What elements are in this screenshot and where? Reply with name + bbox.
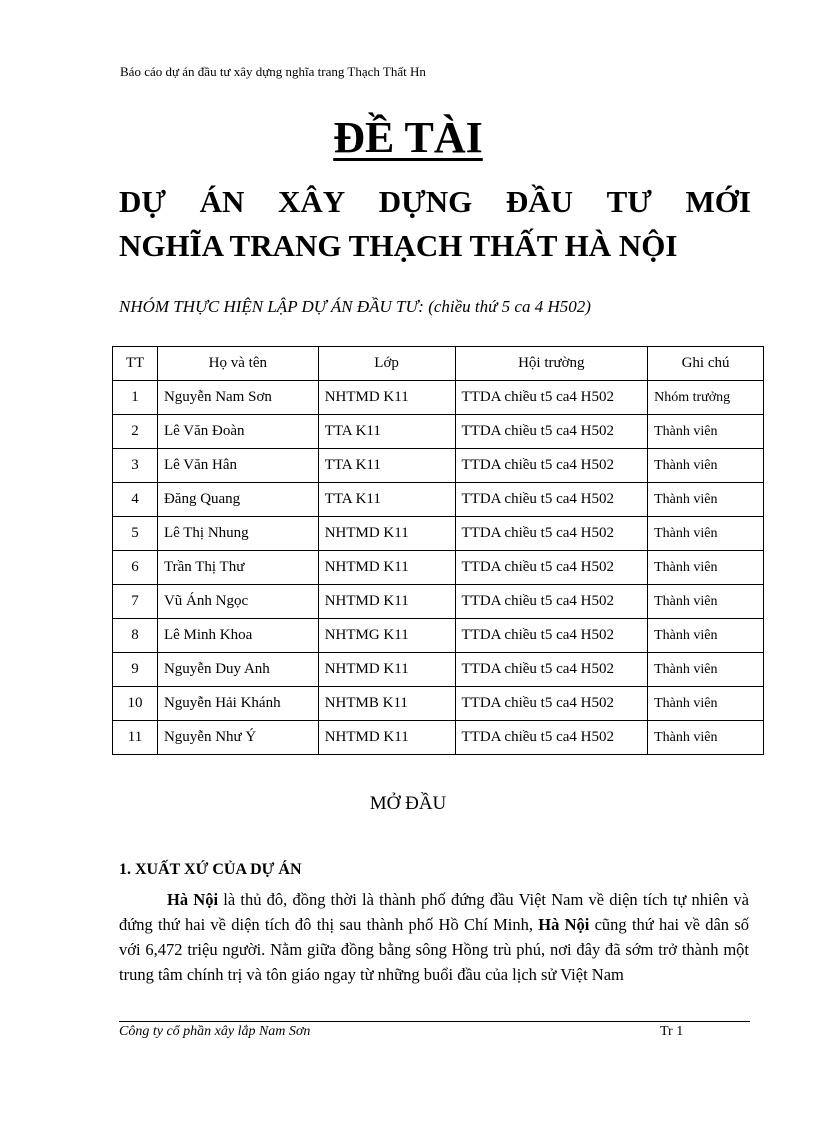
cell-class: NHTMB K11 [318, 687, 455, 721]
header-class: Lớp [318, 347, 455, 381]
para-text-1: là thủ đô, đồng thời là thành phố đứng đầu Việt Nam về diện tích tự nhiên và đứng thứ hai về diện tích đô thị sau thành phố Hồ Chí Minh, [119, 890, 749, 934]
cell-note: Thành viên [648, 619, 764, 653]
cell-tt: 5 [113, 517, 158, 551]
cell-tt: 8 [113, 619, 158, 653]
footer-company: Công ty cổ phần xây lắp Nam Sơn [119, 1024, 311, 1039]
cell-class: TTA K11 [318, 415, 455, 449]
table-row [113, 551, 764, 585]
cell-hall: TTDA chiều t5 ca4 H502 [455, 449, 648, 483]
table-row [113, 517, 764, 551]
footer-divider [119, 1021, 750, 1022]
cell-hall: TTDA chiều t5 ca4 H502 [455, 517, 648, 551]
para-text-2: cũng thứ hai về dân số với 6,472 triệu người. Nằm giữa đồng bằng sông Hồng trù phú, nơi đây đã sớm trở thành một trung tâm chính trị và tôn giáo ngay từ những buổi đầu của lịch sử Việt Nam [119, 915, 749, 984]
cell-note: Thành viên [648, 585, 764, 619]
table-row [113, 687, 764, 721]
group-info: NHÓM THỰC HIỆN LẬP DỰ ÁN ĐẦU TƯ: (chiều thứ 5 ca 4 H502) [119, 297, 591, 316]
cell-tt: 6 [113, 551, 158, 585]
cell-tt: 4 [113, 483, 158, 517]
cell-tt: 3 [113, 449, 158, 483]
cell-class: NHTMD K11 [318, 517, 455, 551]
para-bold-2: Hà Nội [538, 915, 590, 934]
cell-class: NHTMG K11 [318, 619, 455, 653]
cell-tt: 1 [113, 381, 158, 415]
cell-note: Thành viên [648, 517, 764, 551]
table-row [113, 721, 764, 755]
cell-hall: TTDA chiều t5 ca4 H502 [455, 721, 648, 755]
para-bold-1: Hà Nội [167, 890, 219, 909]
cell-hall: TTDA chiều t5 ca4 H502 [455, 619, 648, 653]
table-body [113, 381, 764, 755]
subtitle-word: MỚI [685, 184, 751, 219]
cell-note: Thành viên [648, 551, 764, 585]
table-header-row [113, 347, 764, 381]
cell-hall: TTDA chiều t5 ca4 H502 [455, 653, 648, 687]
cell-name: Đăng Quang [157, 483, 318, 517]
header-tt: TT [113, 347, 158, 381]
cell-class: TTA K11 [318, 449, 455, 483]
cell-hall: TTDA chiều t5 ca4 H502 [455, 381, 648, 415]
cell-hall: TTDA chiều t5 ca4 H502 [455, 687, 648, 721]
cell-note: Thành viên [648, 483, 764, 517]
document-header: Báo cáo dự án đầu tư xây dựng nghĩa trang Thạch Thất Hn [120, 64, 426, 79]
cell-name: Trần Thị Thư [157, 551, 318, 585]
cell-name: Nguyễn Nam Sơn [157, 381, 318, 415]
table-row [113, 381, 764, 415]
cell-note: Thành viên [648, 687, 764, 721]
footer-page-number: Tr 1 [660, 1024, 684, 1039]
cell-tt: 9 [113, 653, 158, 687]
cell-tt: 11 [113, 721, 158, 755]
cell-tt: 7 [113, 585, 158, 619]
table-row [113, 449, 764, 483]
cell-class: NHTMD K11 [318, 653, 455, 687]
cell-name: Lê Văn Hân [157, 449, 318, 483]
cell-hall: TTDA chiều t5 ca4 H502 [455, 415, 648, 449]
subtitle-word: XÂY [277, 184, 346, 219]
header-hall: Hội trường [455, 347, 648, 381]
section-heading: MỞ ĐẦU [369, 793, 447, 814]
cell-hall: TTDA chiều t5 ca4 H502 [455, 585, 648, 619]
cell-name: Lê Văn Đoàn [157, 415, 318, 449]
cell-class: NHTMD K11 [318, 551, 455, 585]
cell-class: NHTMD K11 [318, 381, 455, 415]
header-name: Họ và tên [157, 347, 318, 381]
cell-class: NHTMD K11 [318, 721, 455, 755]
subtitle-line-1 [119, 180, 751, 224]
cell-hall: TTDA chiều t5 ca4 H502 [455, 551, 648, 585]
table-row [113, 653, 764, 687]
cell-name: Lê Minh Khoa [157, 619, 318, 653]
document-title [0, 112, 816, 163]
cell-note: Thành viên [648, 653, 764, 687]
cell-note: Thành viên [648, 721, 764, 755]
cell-name: Nguyễn Hải Khánh [157, 687, 318, 721]
subtitle-word: DỰNG [378, 184, 473, 219]
table-row [113, 483, 764, 517]
subtitle-word: DỰ [119, 184, 167, 219]
members-table [112, 346, 764, 755]
cell-tt: 2 [113, 415, 158, 449]
cell-note: Thành viên [648, 449, 764, 483]
cell-tt: 10 [113, 687, 158, 721]
subtitle-word: TƯ [606, 184, 652, 219]
cell-note: Thành viên [648, 415, 764, 449]
document-subtitle [119, 180, 751, 268]
cell-note: Nhóm trưởng [648, 381, 764, 415]
table-row [113, 585, 764, 619]
table-row [113, 619, 764, 653]
subtitle-line-2: NGHĨA TRANG THẠCH THẤT HÀ NỘI [119, 228, 678, 263]
cell-name: Lê Thị Nhung [157, 517, 318, 551]
header-note: Ghi chú [648, 347, 764, 381]
sub-heading: 1. XUẤT XỨ CỦA DỰ ÁN [119, 861, 302, 878]
subtitle-word: ĐẦU [505, 184, 573, 219]
cell-name: Nguyễn Như Ý [157, 721, 318, 755]
intro-paragraph [119, 887, 749, 987]
cell-class: TTA K11 [318, 483, 455, 517]
cell-name: Nguyễn Duy Anh [157, 653, 318, 687]
subtitle-word: ÁN [199, 184, 245, 219]
cell-class: NHTMD K11 [318, 585, 455, 619]
table-row [113, 415, 764, 449]
cell-name: Vũ Ánh Ngọc [157, 585, 318, 619]
cell-hall: TTDA chiều t5 ca4 H502 [455, 483, 648, 517]
title-text: ĐỀ TÀI [333, 113, 483, 162]
